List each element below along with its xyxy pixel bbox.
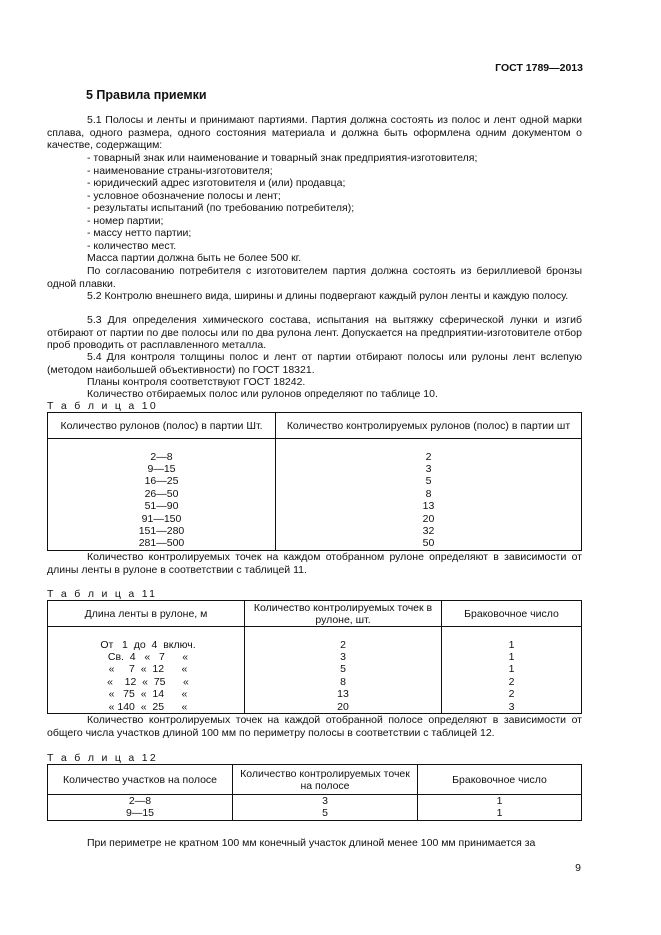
table-10 [47, 412, 582, 551]
table-row [48, 537, 582, 550]
table-11-caption: Т а б л и ц а 11 [47, 588, 158, 600]
after-table-10-paragraph [47, 551, 582, 576]
agreement-paragraph [47, 265, 582, 290]
table-cell: 20 [245, 701, 442, 714]
table-12-header-3: Браковочное число [418, 765, 582, 795]
table-cell: 1 [418, 807, 582, 820]
table-cell: 1 [442, 663, 582, 675]
table-cell: 26—50 [48, 488, 276, 500]
table-11-header-1: Длина ленты в рулоне, м [48, 601, 245, 627]
paragraph-5-3 [47, 314, 582, 352]
list-item: - наименование страны-изготовителя; [87, 165, 273, 177]
final-paragraph [47, 837, 582, 850]
table-cell: 3 [245, 651, 442, 663]
table-row [48, 663, 582, 675]
table-cell: 2—8 [48, 795, 233, 808]
table-cell: 8 [276, 488, 582, 500]
table-cell: 9—15 [48, 463, 276, 475]
mass-line: Масса партии должна быть не более 500 кг. [87, 252, 302, 264]
table-cell: 8 [245, 676, 442, 688]
table-row [48, 525, 582, 537]
table-cell: 13 [245, 688, 442, 700]
table-cell: 281—500 [48, 537, 276, 550]
table-cell: 2 [442, 676, 582, 688]
table-12 [47, 764, 582, 821]
paragraph-5-1 [47, 114, 582, 152]
after-table-10-text: Количество контролируемых точек на каждом отобранном рулоне определяют в зависимости от длины ленты в рулоне в соответствии с таблицей 11. [47, 551, 582, 576]
table-row [48, 451, 582, 463]
table-cell: 151—280 [48, 525, 276, 537]
table-cell: 1 [442, 639, 582, 651]
table-cell: Св. 4 « 7 « [48, 651, 245, 663]
table-row [48, 513, 582, 525]
table-row [48, 795, 582, 808]
paragraph-5-3-text: 5.3 Для определения химического состава, испытания на вытяжку сферической лунки и изгиб отбирают от партии по две полосы или по два рулона лент. Допускается на предприятии-изготовителе отбор проб проводить от расплавленного металла. [47, 314, 582, 352]
table-cell: 2 [442, 688, 582, 700]
table-10-header-1: Количество рулонов (полос) в партии Шт. [48, 413, 276, 439]
table-row [48, 688, 582, 700]
final-text: При периметре не кратном 100 мм конечный участок длиной менее 100 мм принимается за [87, 837, 536, 849]
table-cell: « 75 « 14 « [48, 688, 245, 700]
table-row [48, 651, 582, 663]
list-item: - количество мест. [87, 240, 177, 252]
table-11 [47, 600, 582, 714]
table-10-header-2: Количество контролируемых рулонов (полос) в партии шт [276, 413, 582, 439]
table-cell: « 12 « 75 « [48, 676, 245, 688]
table-cell: 91—150 [48, 513, 276, 525]
table-row [48, 676, 582, 688]
after-table-11-text: Количество контролируемых точек на каждой отобранной полосе определяют в зависимости от общего числа участков длиной 100 мм по периметру полосы в соответствии с таблицей 12. [47, 714, 582, 739]
table-11-header-2: Количество контролируемых точек в рулоне, шт. [245, 601, 442, 627]
table-cell: 13 [276, 500, 582, 512]
table-cell: 2 [245, 639, 442, 651]
table-cell: « 140 « 25 « [48, 701, 245, 714]
table-row [48, 701, 582, 714]
document-header: ГОСТ 1789—2013 [495, 62, 583, 74]
table-cell: 9—15 [48, 807, 233, 820]
page-number: 9 [575, 862, 581, 874]
table-12-header-1: Количество участков на полосе [48, 765, 233, 795]
list-item: - результаты испытаний (по требованию потребителя); [87, 202, 355, 214]
table-cell: 2 [276, 451, 582, 463]
table-row [48, 500, 582, 512]
agreement-text: По согласованию потребителя с изготовителем партия должна состоять из бериллиевой бронзы одной плавки. [47, 265, 582, 290]
table-12-caption: Т а б л и ц а 12 [47, 752, 159, 764]
table-12-header-2: Количество контролируемых точек на полосе [233, 765, 418, 795]
table-cell: « 7 « 12 « [48, 663, 245, 675]
table-cell: 51—90 [48, 500, 276, 512]
table-cell: 5 [276, 475, 582, 487]
table-11-header-3: Браковочное число [442, 601, 582, 627]
table-cell: 3 [442, 701, 582, 714]
table-cell: 50 [276, 537, 582, 550]
table-cell: 1 [442, 651, 582, 663]
section-title: 5 Правила приемки [86, 88, 207, 102]
table-cell: 5 [245, 663, 442, 675]
sample-qty-line: Количество отбираемых полос или рулонов определяют по таблице 10. [87, 388, 438, 400]
table-row [48, 488, 582, 500]
table-cell: 1 [418, 795, 582, 808]
table-row [48, 463, 582, 475]
table-cell: 3 [233, 795, 418, 808]
table-row [48, 807, 582, 820]
table-10-caption: Т а б л и ц а 10 [47, 400, 159, 412]
table-cell: 2—8 [48, 451, 276, 463]
list-item: - условное обозначение полосы и лент; [87, 190, 281, 202]
paragraph-5-2 [47, 290, 582, 303]
paragraph-5-4-text: 5.4 Для контроля толщины полос и лент от партии отбирают полосы или рулоны лент вслепую (методом наибольшей объективности) по ГОСТ 18321. [47, 351, 582, 376]
table-cell: 3 [276, 463, 582, 475]
after-table-11-paragraph [47, 714, 582, 739]
table-cell: От 1 до 4 включ. [48, 639, 245, 651]
list-item: - массу нетто партии; [87, 227, 192, 239]
list-item: - номер партии; [87, 215, 164, 227]
paragraph-5-4 [47, 351, 582, 376]
table-row [48, 639, 582, 651]
plans-line: Планы контроля соответствуют ГОСТ 18242. [87, 376, 306, 388]
table-cell: 5 [233, 807, 418, 820]
table-row [48, 475, 582, 487]
paragraph-5-1-text: 5.1 Полосы и ленты и принимают партиями. Партия должна состоять из полос и лент одной марки сплава, одного размера, одного состояния материала и должна быть оформлена одним документом о качестве, содержащим: [47, 114, 582, 152]
table-cell: 32 [276, 525, 582, 537]
table-cell: 16—25 [48, 475, 276, 487]
table-cell: 20 [276, 513, 582, 525]
paragraph-5-2-text: 5.2 Контролю внешнего вида, ширины и длины подвергают каждый рулон ленты и каждую полосу. [87, 290, 569, 302]
list-item: - товарный знак или наименование и товарный знак предприятия-изготовителя; [87, 152, 478, 164]
list-item: - юридический адрес изготовителя и (или) продавца; [87, 177, 346, 189]
